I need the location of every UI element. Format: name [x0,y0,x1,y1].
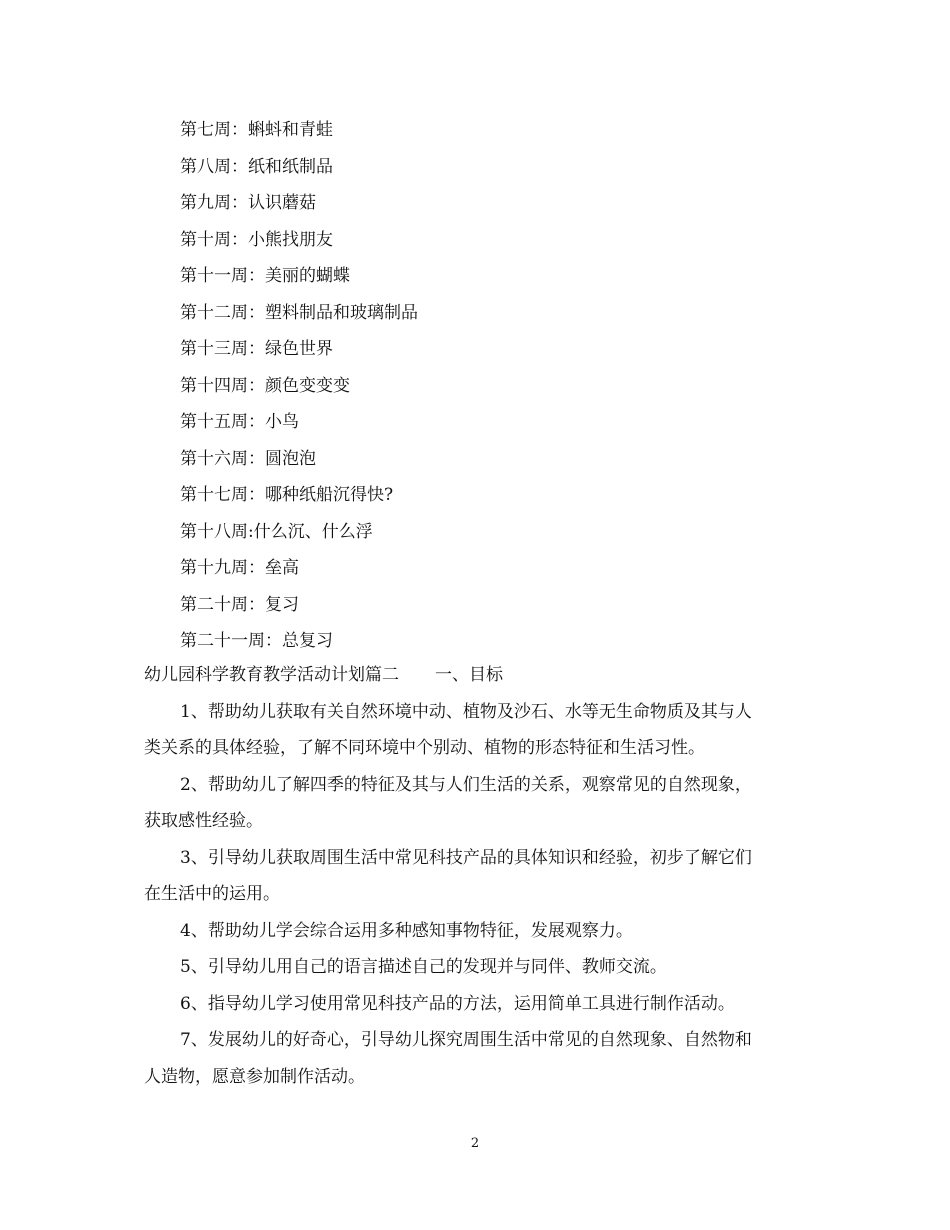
goal-line: 7、发展幼儿的好奇心，引导幼儿探究周围生活中常见的自然现象、自然物和 [180,1030,752,1050]
section-title: 幼儿园科学教育教学活动计划篇二 [144,665,399,685]
section-subtitle: 一、目标 [435,665,503,685]
goal-paragraph [144,694,824,767]
week-item: 第七周：蝌蚪和青蛙 [180,120,333,140]
week-item: 第十五周：小鸟 [180,412,299,432]
goal-paragraph [144,767,824,840]
week-item: 第十二周：塑料制品和玻璃制品 [180,302,418,323]
goal-paragraph [144,986,824,1023]
goal-line: 5、引导幼儿用自己的语言描述自己的发现并与同伴、教师交流。 [180,957,667,977]
week-item: 第十三周：绿色世界 [180,339,333,359]
goal-paragraph [144,913,824,950]
goal-line: 6、指导幼儿学习使用常见科技产品的方法，运用简单工具进行制作活动。 [180,993,735,1014]
week-item: 第十八周:什么沉、什么浮 [180,521,373,542]
goals-section [144,657,824,1095]
goal-line: 3、引导幼儿获取周围生活中常见科技产品的具体知识和经验，初步了解它们 [180,847,752,868]
week-item: 第十六周：圆泡泡 [180,448,316,469]
week-item: 第十七周：哪种纸船沉得快? [180,485,394,505]
week-item: 第二十一周：总复习 [180,631,333,651]
goal-line: 人造物，愿意参加制作活动。 [144,1066,365,1087]
page-number: 2 [470,1136,480,1151]
goal-line: 类关系的具体经验，了解不同环境中个别动、植物的形态特征和生活习性。 [144,738,705,758]
goal-line: 1、帮助幼儿获取有关自然环境中动、植物及沙石、水等无生命物质及其与人 [180,701,752,722]
goal-line: 获取感性经验。 [144,811,263,831]
goal-line: 在生活中的运用。 [144,884,280,904]
week-schedule-list [180,112,820,660]
goal-line: 4、帮助幼儿学会综合运用多种感知事物特征，发展观察力。 [180,920,633,941]
goal-line: 2、帮助幼儿了解四季的特征及其与人们生活的关系，观察常见的自然现象， [180,774,752,795]
section-heading [144,657,824,694]
week-item: 第十周：小熊找朋友 [180,229,333,250]
goal-paragraph [144,1022,824,1095]
week-item: 第八周：纸和纸制品 [180,156,333,177]
goal-paragraph [144,840,824,913]
week-item: 第十一周：美丽的蝴蝶 [180,266,350,286]
week-item: 第九周：认识蘑菇 [180,193,316,213]
week-item: 第十四周：颜色变变变 [180,375,350,396]
week-item: 第十九周：垒高 [180,558,299,578]
goal-paragraph [144,949,824,986]
week-item: 第二十周：复习 [180,594,299,615]
